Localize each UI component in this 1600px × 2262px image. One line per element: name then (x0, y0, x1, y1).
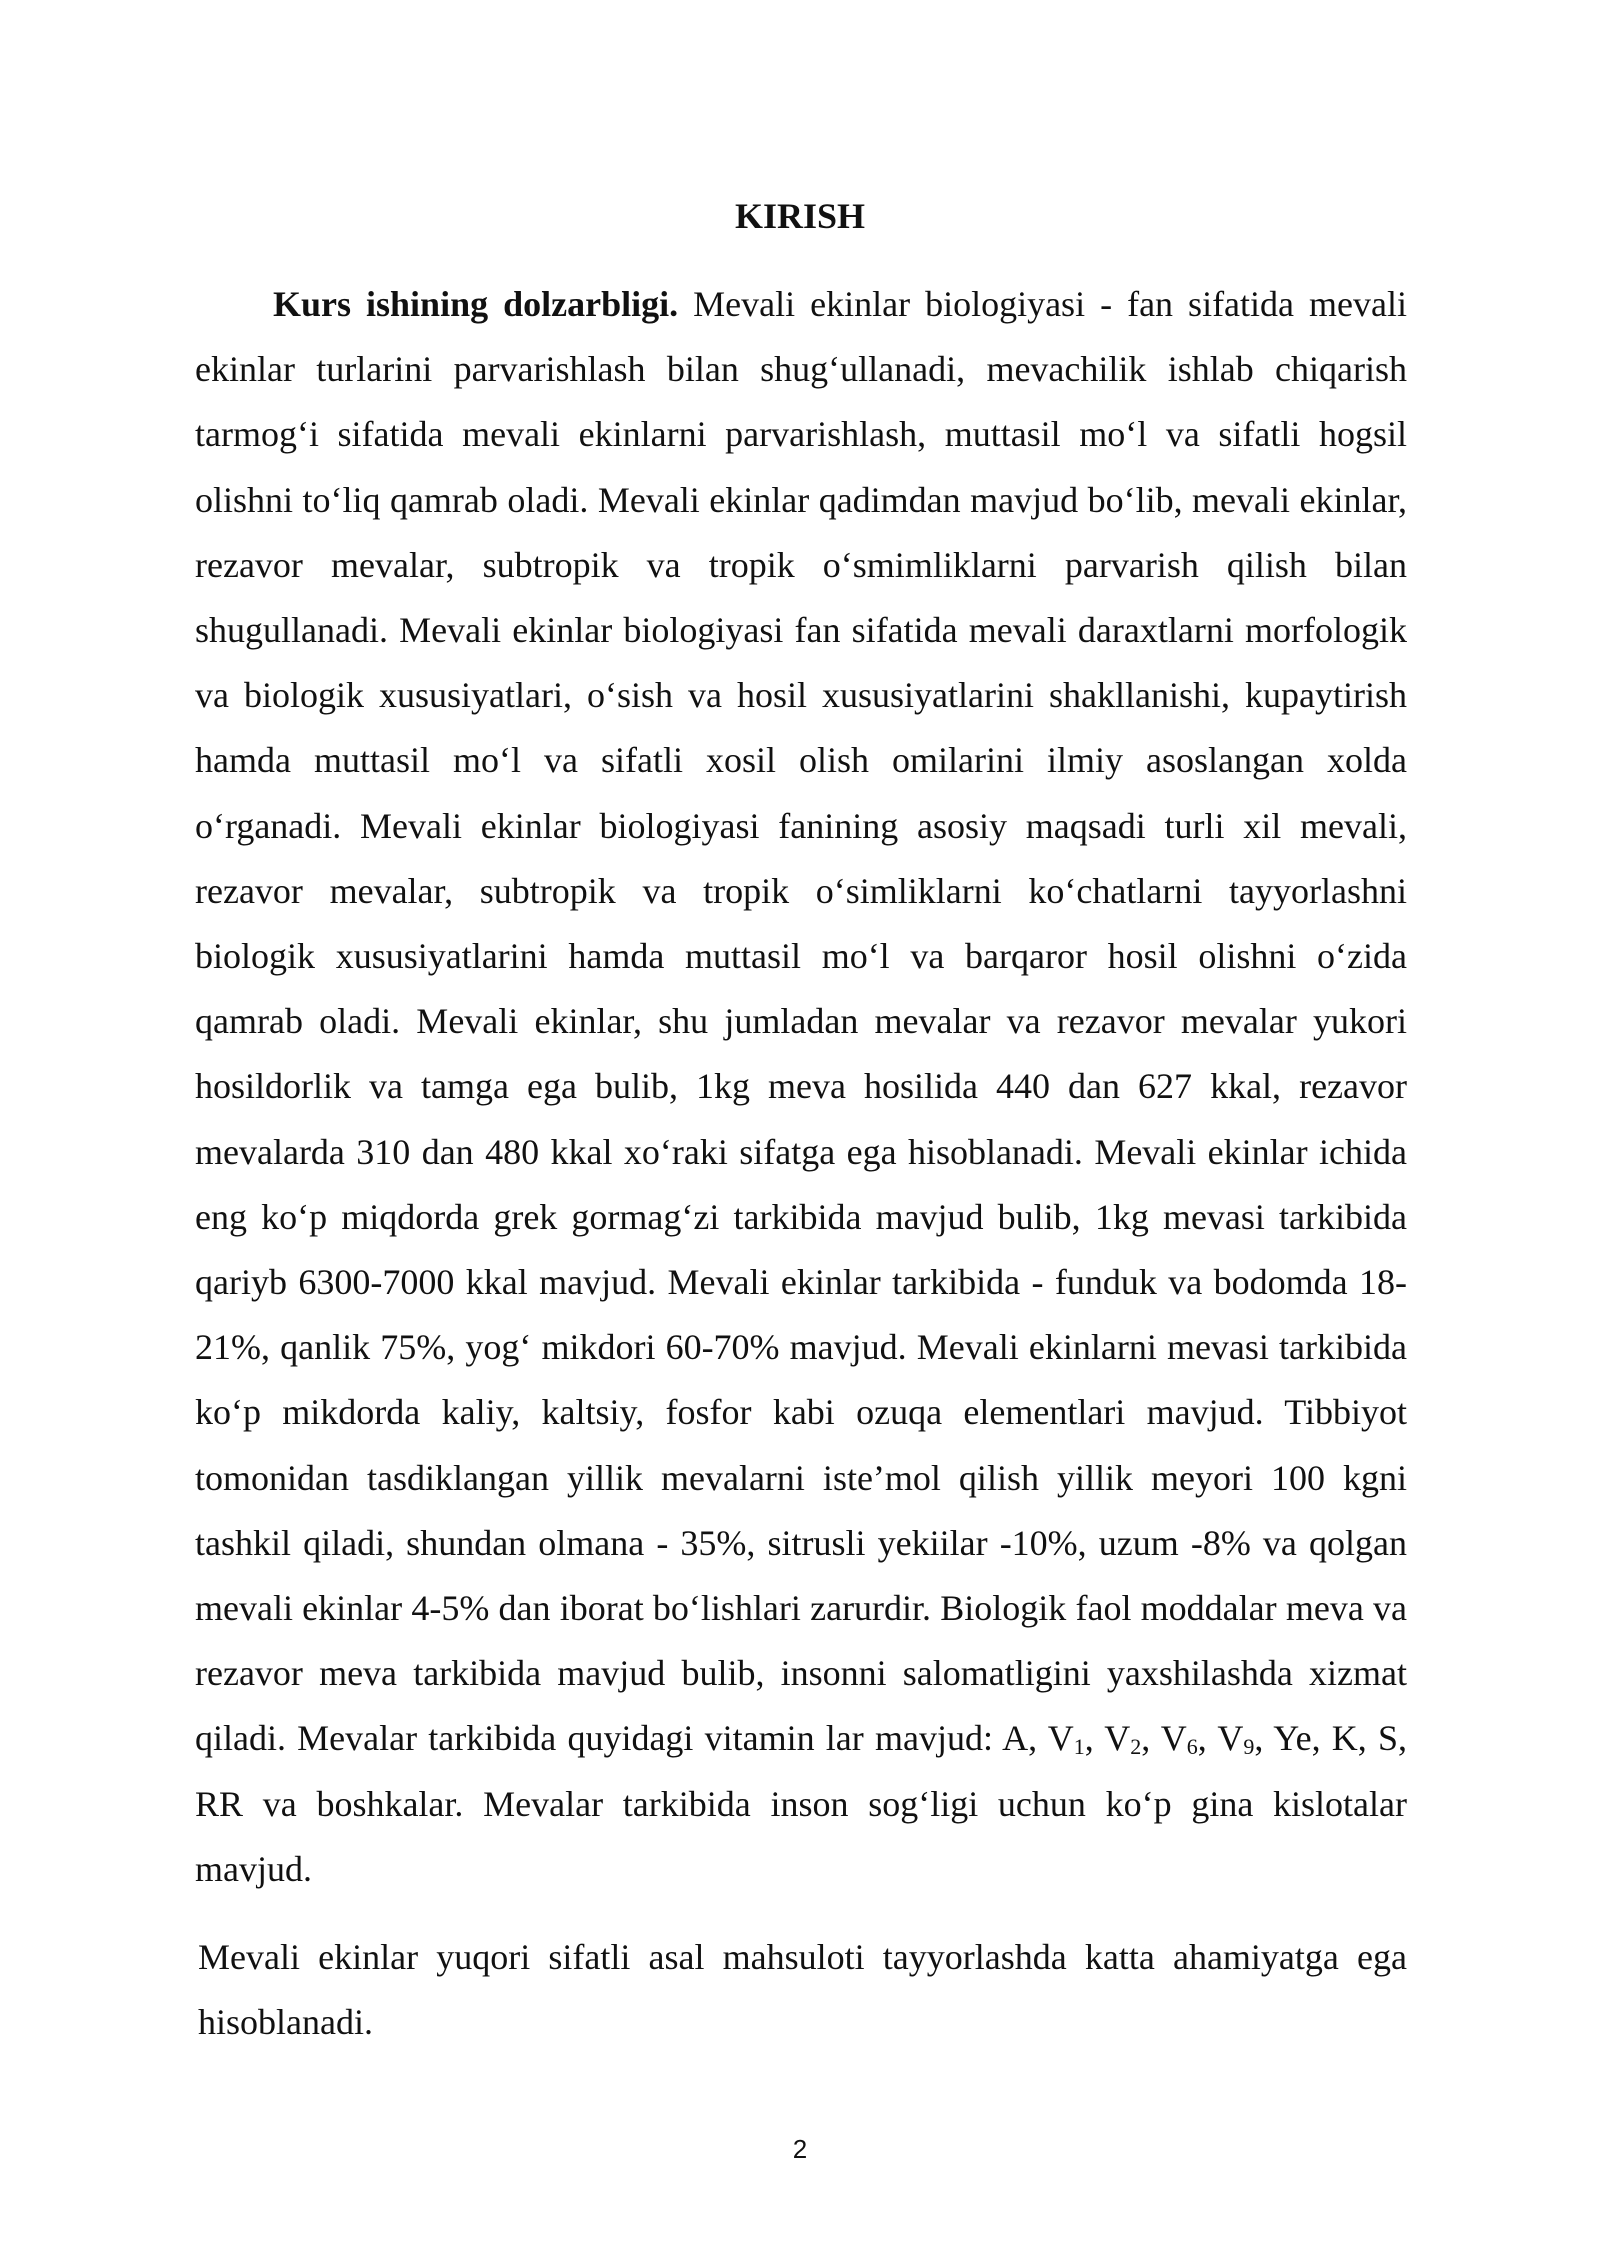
vitamin-subscript-2: 2 (1130, 1734, 1142, 1760)
page-number: 2 (792, 2134, 808, 2164)
vitamin-separator-3: , V (1197, 1718, 1244, 1759)
vitamin-separator-2: , V (1141, 1718, 1187, 1759)
paragraph-lead: Kurs ishining dolzarbligi. (273, 284, 679, 324)
vitamin-subscript-1: 1 (1073, 1734, 1085, 1760)
vitamin-separator-1: , V (1084, 1718, 1131, 1759)
paragraph-honey: Mevali ekinlar yuqori sifatli asal mahsuloti tayyorlashda katta ahamiyatga ega hisoblanadi. (198, 1937, 1407, 2043)
paragraph-relevance (195, 272, 1407, 1902)
paragraph-text-a: Mevali ekinlar biologiyasi - fan sifatida mevali ekinlar turlarini parvarishlash bilan shug‘ullanadi, mevachilik ishlab chiqarish tarmog‘i sifatida mevali ekinlarni parvarishlash, muttasil mo‘l va sifatli hogsil olishni to‘liq qamrab oladi. Mevali ekinlar qadimdan mavjud bo‘lib, mevali ekinlar, rezavor mevalar, subtropik va tropik o‘smimliklarni parvarish qilish bilan shugullanadi. Mevali ekinlar biologiyasi fan sifatida mevali daraxtlarni morfologik va biologik xususiyatlari, o‘sish va hosil xususiyatlarini shakllanishi, kupaytirish hamda muttasil mo‘l va sifatli xosil olish omilarini ilmiy asoslangan xolda o‘rganadi. Mevali ekinlar biologiyasi fanining asosiy maqsadi turli xil mevali, rezavor mevalar, subtropik va tropik o‘simliklarni ko‘chatlarni tayyorlashni biologik xususiyatlarini hamda muttasil mo‘l va barqaror hosil olishni o‘zida qamrab oladi. Mevali ekinlar, shu jumladan mevalar va rezavor mevalar yukori hosildorlik va tamga ega bulib, 1kg meva hosilida 440 dan 627 kkal, rezavor mevalarda 310 dan 480 kkal xo‘raki sifatga ega hisoblanadi. Mevali ekinlar ichida eng ko‘p miqdorda grek gormag‘zi tarkibida mavjud bulib, 1kg mevasi tarkibida qariyb 6300-7000 kkal mavjud. Mevali ekinlar tarkibida - funduk va bodomda 18-21%, qanlik 75%, yog‘ mikdori 60-70% mavjud. Mevali ekinlarni mevasi tarkibida ko‘p mikdorda kaliy, kaltsiy, fosfor kabi ozuqa elementlari mavjud. Tibbiyot tomonidan tasdiklangan yillik mevalarni iste’mol qilish yillik meyori 100 kgni tashkil qiladi, shundan olmana - 35%, sitrusli yekiilar -10%, uzum -8% va qolgan mevali ekinlar 4-5% dan iborat bo‘lishlari zarurdir. Biologik faol moddalar meva va rezavor meva tarkibida mavjud bulib, insonni salomatligini yaxshilashda xizmat qiladi. Mevalar tarkibida quyidagi vitamin lar mavjud: A, V (195, 284, 1407, 1759)
section-heading: KIRISH (734, 196, 866, 236)
vitamin-subscript-9: 9 (1243, 1734, 1255, 1760)
vitamin-subscript-6: 6 (1186, 1734, 1198, 1760)
paragraph-text-b: , Ye, K, S, RR va boshkalar. Mevalar tarkibida inson sog‘ligi uchun ko‘p gina kislotalar mavjud. (195, 1718, 1407, 1889)
